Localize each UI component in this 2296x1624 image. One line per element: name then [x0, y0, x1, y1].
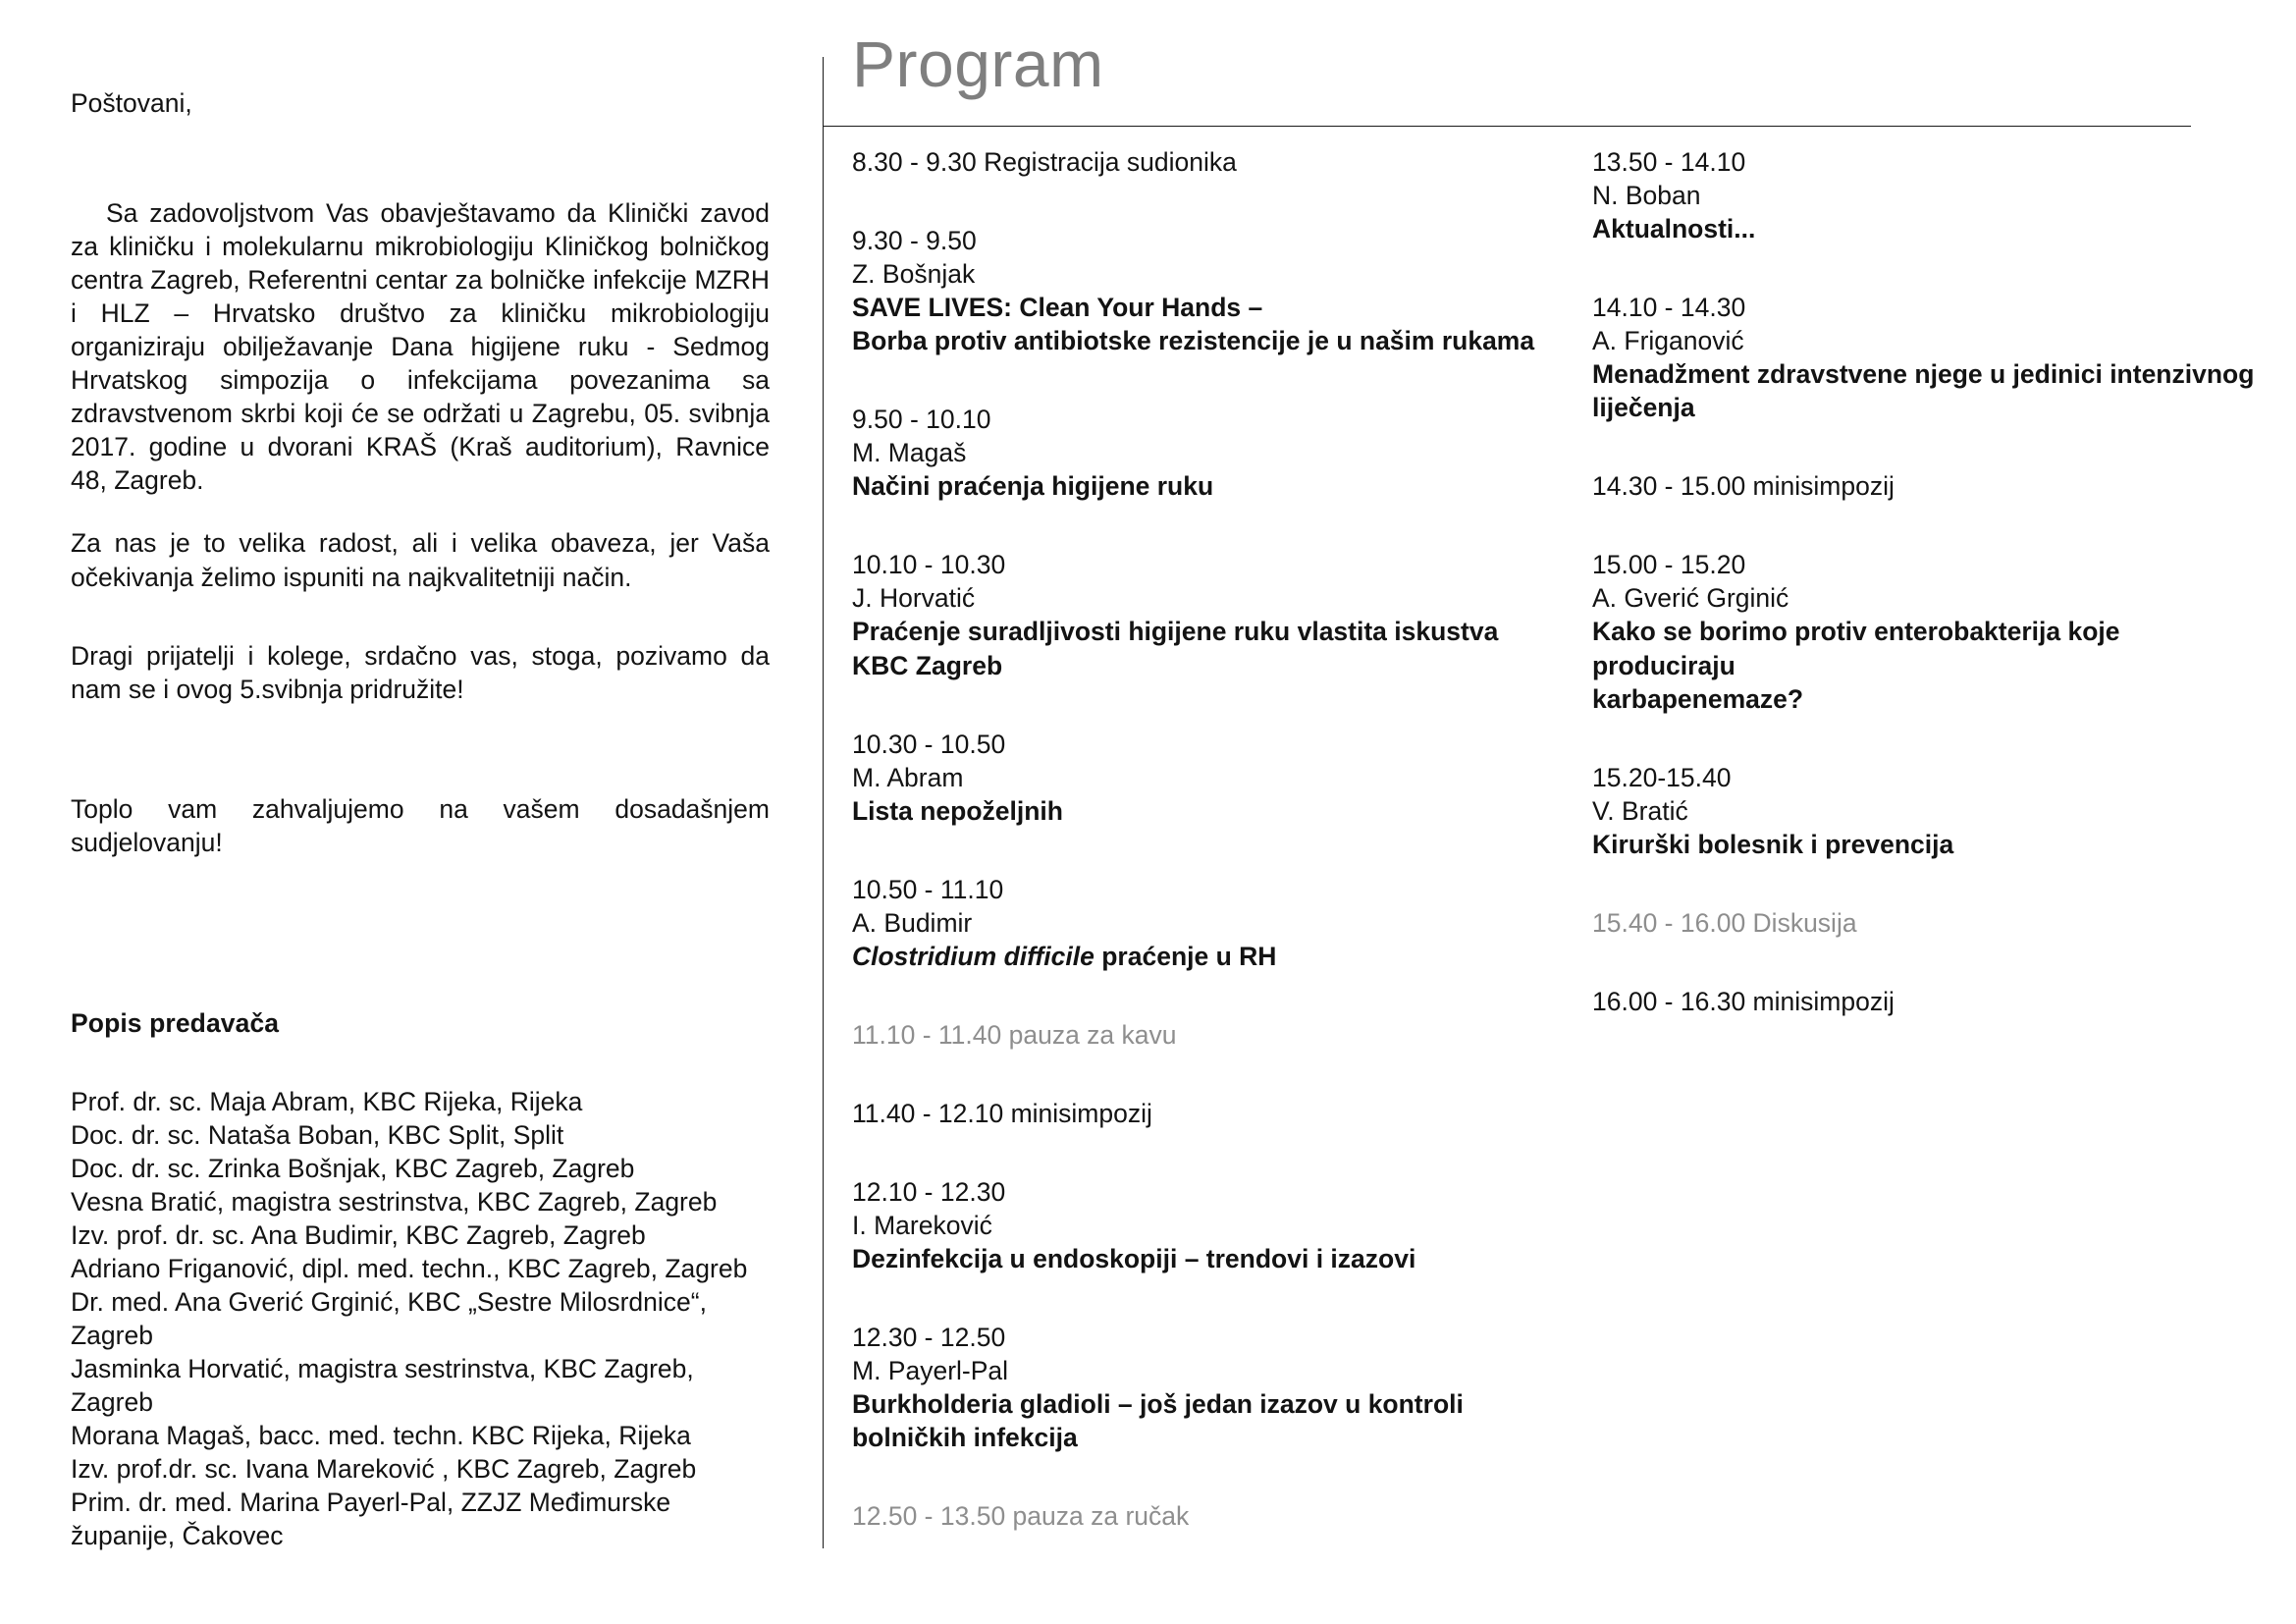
program-entry-speaker: M. Payerl-Pal — [852, 1356, 1009, 1386]
program-entry — [1592, 548, 2260, 715]
program-entry — [1592, 145, 2260, 245]
program-entry-speaker: A. Friganović — [1592, 326, 1744, 356]
program-entry-title: SAVE LIVES: Clean Your Hands – — [852, 293, 1263, 323]
program-entry-time: 15.20-15.40 — [1592, 762, 1732, 792]
program-entry-title: Menadžment zdravstvene njege u jedinici intenzivnog — [1592, 359, 2255, 390]
program-entry — [852, 1175, 1539, 1275]
list-item: Jasminka Horvatić, magistra sestrinstva, KBC Zagreb, Zagreb — [71, 1354, 694, 1418]
program-entry-title: Lista nepoželjnih — [852, 795, 1063, 826]
program-entry-title: liječenja — [1592, 393, 1695, 423]
list-item: Vesna Bratić, magistra sestrinstva, KBC Zagreb, Zagreb — [71, 1186, 718, 1217]
program-entry-speaker: V. Bratić — [1592, 795, 1688, 826]
program-entry — [852, 1321, 1539, 1454]
program-entry-speaker: J. Horvatić — [852, 583, 976, 614]
program-entry — [852, 873, 1539, 973]
program-entry-text: 11.40 - 12.10 minisimpozij — [852, 1098, 1152, 1128]
program-entry-title: Praćenje suradljivosti higijene ruku vlastita iskustva — [852, 617, 1499, 647]
letter-paragraph-4: Toplo vam zahvaljujemo na vašem dosadašnjem sudjelovanju! — [71, 793, 770, 857]
program-entry-time: 9.30 - 9.50 — [852, 226, 977, 256]
list-item: Prof. dr. sc. Maja Abram, KBC Rijeka, Rijeka — [71, 1086, 583, 1116]
list-item: Doc. dr. sc. Zrinka Bošnjak, KBC Zagreb, Zagreb — [71, 1153, 635, 1183]
spacer — [71, 594, 770, 639]
program-column-afternoon — [1592, 145, 2260, 1063]
program-entry — [852, 224, 1539, 357]
speakers-list-heading: Popis predavača — [71, 1007, 280, 1038]
invitation-letter — [71, 86, 770, 1552]
program-entry-title: Burkholderia gladioli – još jedan izazov u kontroli — [852, 1389, 1464, 1420]
species-name: Clostridium difficile — [852, 941, 1095, 971]
program-entry-time: 10.30 - 10.50 — [852, 729, 1006, 759]
letter-paragraph-3: Dragi prijatelji i kolege, srdačno vas, stoga, pozivamo da nam se i ovog 5.svibnja pridružite! — [71, 640, 770, 704]
program-entry — [1592, 985, 2260, 1018]
program-entry-time: 12.10 - 12.30 — [852, 1176, 1006, 1207]
list-item: Dr. med. Ana Gverić Grginić, KBC „Sestre Milosrdnice“, Zagreb — [71, 1287, 707, 1351]
program-entry-text: 15.40 - 16.00 Diskusija — [1592, 907, 1857, 938]
program-entry — [852, 548, 1539, 681]
program-entry — [852, 145, 1539, 179]
program-entry — [1592, 291, 2260, 424]
page-title: Program — [852, 27, 1104, 100]
program-entry — [1592, 469, 2260, 503]
list-item: Doc. dr. sc. Nataša Boban, KBC Split, Split — [71, 1119, 564, 1150]
program-entry-title: Borba protiv antibiotske rezistencije je u našim rukama — [852, 326, 1535, 356]
program-column-morning — [852, 145, 1539, 1578]
program-entry-title: Clostridium difficile praćenje u RH — [852, 941, 1277, 971]
spacer — [71, 859, 770, 1006]
letter-paragraph-1: Sa zadovoljstvom Vas obavještavamo da Klinički zavod za kliničku i molekularnu mikrobiologiju Kliničkog bolničkog centra Zagreb, Referentni centar za bolničke infekcije MZRH i HLZ – Hrvatsko društvo za kliničku mikrobiologiju organiziraju obilježavanje Dana higijene ruku - Sedmog Hrvatskog simpozija o infekcijama povezanima sa zdravstvenom skrbi koji će se održati u Zagrebu, 05. svibnja 2017. godine u dvorani KRAŠ (Kraš auditorium), Ravnice 48, Zagreb. — [71, 198, 770, 496]
program-entry — [852, 403, 1539, 503]
program-entry-text: 12.50 - 13.50 pauza za ručak — [852, 1501, 1190, 1532]
program-entry-speaker: A. Budimir — [852, 907, 973, 938]
list-item: Izv. prof.dr. sc. Ivana Mareković , KBC Zagreb, Zagreb — [71, 1454, 697, 1485]
program-entry-text: 8.30 - 9.30 Registracija sudionika — [852, 147, 1237, 177]
program-entry-time: 13.50 - 14.10 — [1592, 147, 1746, 177]
list-item: Adriano Friganović, dipl. med. techn., KBC Zagreb, Zagreb — [71, 1254, 748, 1284]
program-entry-text: 16.00 - 16.30 minisimpozij — [1592, 986, 1895, 1016]
program-entry-title: karbapenemaze? — [1592, 683, 1804, 714]
program-entry-title: Načini praćenja higijene ruku — [852, 471, 1214, 502]
program-entry-time: 9.50 - 10.10 — [852, 405, 991, 435]
program-entry — [1592, 761, 2260, 861]
list-item: Izv. prof. dr. sc. Ana Budimir, KBC Zagreb, Zagreb — [71, 1219, 646, 1250]
program-entry-text: 11.10 - 11.40 pauza za kavu — [852, 1019, 1177, 1050]
program-entry-speaker: M. Magaš — [852, 438, 967, 468]
spacer — [71, 497, 770, 526]
spacer — [71, 706, 770, 792]
program-entry-title: Aktualnosti... — [1592, 214, 1756, 244]
program-entry-text: 14.30 - 15.00 minisimpozij — [1592, 471, 1895, 502]
program-entry-time: 10.10 - 10.30 — [852, 550, 1006, 580]
letter-paragraph-2: Za nas je to velika radost, ali i velika obaveza, jer Vaša očekivanja želimo ispuniti na najkvalitetniji način. — [71, 528, 770, 592]
program-entry-speaker: M. Abram — [852, 762, 964, 792]
program-entry — [852, 1097, 1539, 1130]
list-item: Prim. dr. med. Marina Payerl-Pal, ZZJZ Međimurske županije, Čakovec — [71, 1488, 671, 1551]
vertical-divider — [823, 57, 824, 1548]
program-entry-speaker: Z. Bošnjak — [852, 259, 976, 290]
program-entry-title: bolničkih infekcija — [852, 1423, 1078, 1453]
spacer — [71, 1040, 770, 1085]
program-entry-title: Kirurški bolesnik i prevencija — [1592, 829, 1954, 859]
program-entry-title: Kako se borimo protiv enterobakterija koje produciraju — [1592, 617, 2120, 680]
program-entry-title: Dezinfekcija u endoskopiji – trendovi i izazovi — [852, 1244, 1416, 1274]
speakers-list — [71, 1085, 770, 1553]
program-entry — [1592, 906, 2260, 940]
horizontal-rule — [823, 126, 2191, 127]
letter-salutation: Poštovani, — [71, 88, 192, 118]
program-entry — [852, 1018, 1539, 1052]
program-entry-speaker: A. Gverić Grginić — [1592, 583, 1789, 614]
program-entry-speaker: N. Boban — [1592, 181, 1701, 211]
program-entry-time: 15.00 - 15.20 — [1592, 550, 1746, 580]
list-item: Morana Magaš, bacc. med. techn. KBC Rijeka, Rijeka — [71, 1421, 691, 1451]
program-entry-time: 10.50 - 11.10 — [852, 874, 1004, 904]
program-entry-speaker: I. Mareković — [852, 1210, 992, 1240]
program-entry-time: 12.30 - 12.50 — [852, 1323, 1006, 1353]
program-entry — [852, 1499, 1539, 1533]
program-entry — [852, 728, 1539, 828]
program-entry-time: 14.10 - 14.30 — [1592, 293, 1746, 323]
program-entry-title: KBC Zagreb — [852, 650, 1003, 680]
